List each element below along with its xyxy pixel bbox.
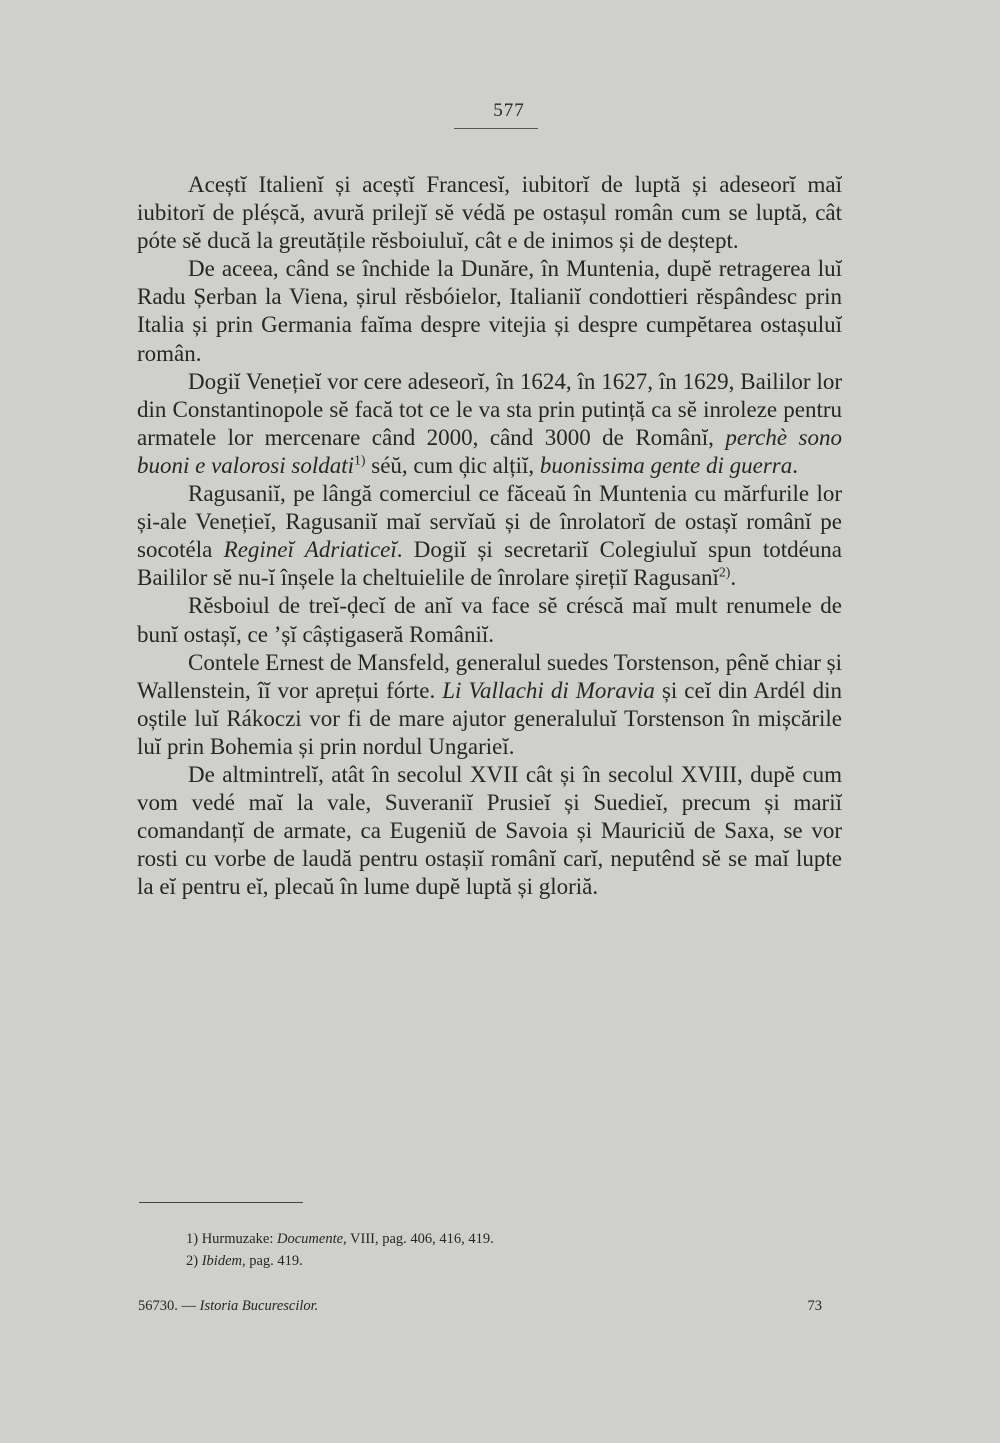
italic-text: Documente bbox=[277, 1231, 344, 1247]
footnote-separator bbox=[139, 1202, 303, 1203]
paragraph bbox=[137, 649, 842, 761]
text-run: Dogiĭ Venețieĭ vor cere adeseorĭ, în 1624, în 1627, în 1629, Baililor lor din Constantinopole sĕ facă tot ce le va sta prin putință ca sĕ inroleze pentru armatele lor mercenare când 2000, când 3000 de Românĭ, bbox=[137, 368, 842, 450]
footnote bbox=[186, 1228, 836, 1250]
footnote-ref: 2) bbox=[718, 564, 731, 580]
footnotes bbox=[186, 1228, 836, 1272]
paragraph bbox=[137, 171, 842, 255]
italic-text: buonissima gente di guerra bbox=[539, 452, 793, 478]
paragraph bbox=[137, 761, 842, 901]
text-run: . Dogiĭ și secretariĭ Colegiuluĭ spun totdéuna Baililor sĕ nu-ĭ înșele la cheltuielile de înrolare șirețiĭ Ragusanĭ bbox=[137, 537, 843, 591]
page-number: 577 bbox=[493, 100, 525, 121]
paragraph bbox=[137, 255, 842, 367]
text-run: și ceĭ din Ardél din oștile luĭ Rákoczi vor fi de mare ajutor generaluluĭ Torstenson în mișcările luĭ prin Bohemia și prin nordul Ungarieĭ. bbox=[137, 677, 842, 759]
body-text bbox=[137, 171, 842, 901]
text-run: Ragusaniĭ, pe lângă comerciul ce făceaŭ în Muntenia cu mărfurile lor și-ale Venețieĭ, Ragusaniĭ maĭ servĭaŭ și de înrolatorĭ de ostașĭ românĭ pe socotéla bbox=[137, 481, 842, 563]
paragraph bbox=[137, 480, 842, 592]
text-run: , VIII, pag. 406, 416, 419. bbox=[343, 1231, 494, 1247]
italic-text: Regineĭ Adriaticeĭ bbox=[223, 537, 397, 563]
text-run: 1) Hurmuzake: bbox=[186, 1231, 277, 1247]
paragraph bbox=[137, 368, 842, 480]
text-run: 2) bbox=[186, 1253, 202, 1269]
text-run: De altmintrelĭ, atât în secolul XVII cât și în secolul XVIII, dupĕ cum vom vedé maĭ la vale, Suveraniĭ Prusieĭ și Suedieĭ, precum și mariĭ comandanțĭ de armate, ca Eugeniŭ de Savoia și Mauriciŭ de Saxa, se vor rosti cu vorbe de laudă pentru ostașiĭ românĭ carĭ, neputênd sĕ se maĭ lupte la eĭ pentru eĭ, plecaŭ în lume dupĕ luptă și gloriă. bbox=[137, 761, 842, 900]
sheet-number: 73 bbox=[807, 1298, 822, 1314]
printer-signature bbox=[138, 1298, 318, 1315]
footnote bbox=[186, 1250, 836, 1272]
italic-text: Ibidem bbox=[201, 1253, 242, 1269]
text-run: Rĕsboiul de treĭ-ḑecĭ de anĭ va face sĕ créscă maĭ mult renumele de bunĭ ostașĭ, ce ’șĭ câștigaseră Româniĭ. bbox=[137, 593, 842, 647]
text-run: , pag. 419. bbox=[241, 1253, 303, 1269]
text-run: Contele Ernest de Mansfeld, generalul suedes Torstenson, pênĕ chiar și Wallenstein, îĭ vor aprețui fórte. bbox=[137, 649, 842, 703]
text-run: séŭ, cum ḑic alțiĭ, bbox=[365, 452, 540, 478]
text-run: . bbox=[792, 452, 799, 478]
italic-text: Li Vallachi di Moravia bbox=[442, 677, 655, 703]
italic-text: perchè sono buoni e valorosi soldati bbox=[137, 424, 842, 478]
page-number-rule bbox=[454, 128, 538, 129]
footnote-ref: 1) bbox=[354, 452, 366, 468]
text-run: . bbox=[730, 565, 737, 591]
text-run: Aceștĭ Italienĭ și aceștĭ Francesĭ, iubitorĭ de luptă și adeseorĭ maĭ iubitorĭ de pléșcă, avură prilejĭ sĕ védă pe ostașul român cum se luptă, cât póte sĕ ducă la greutățile rĕsboiuluĭ, cât e de inimos și de deștept. bbox=[137, 172, 842, 254]
signature-title: Istoria Bucurescilor. bbox=[199, 1298, 319, 1314]
text-run: De aceea, când se închide la Dunăre, în Muntenia, dupĕ retragerea luĭ Radu Șerban la Viena, șirul rĕsbóielor, Italianiĭ condottieri rĕspândesc prin Italia și prin Germania faĭma despre vitejia și despre cumpĕtarea ostașuluĭ român. bbox=[137, 256, 842, 366]
signature-number: 56730. — bbox=[138, 1298, 200, 1314]
paragraph bbox=[137, 592, 842, 648]
